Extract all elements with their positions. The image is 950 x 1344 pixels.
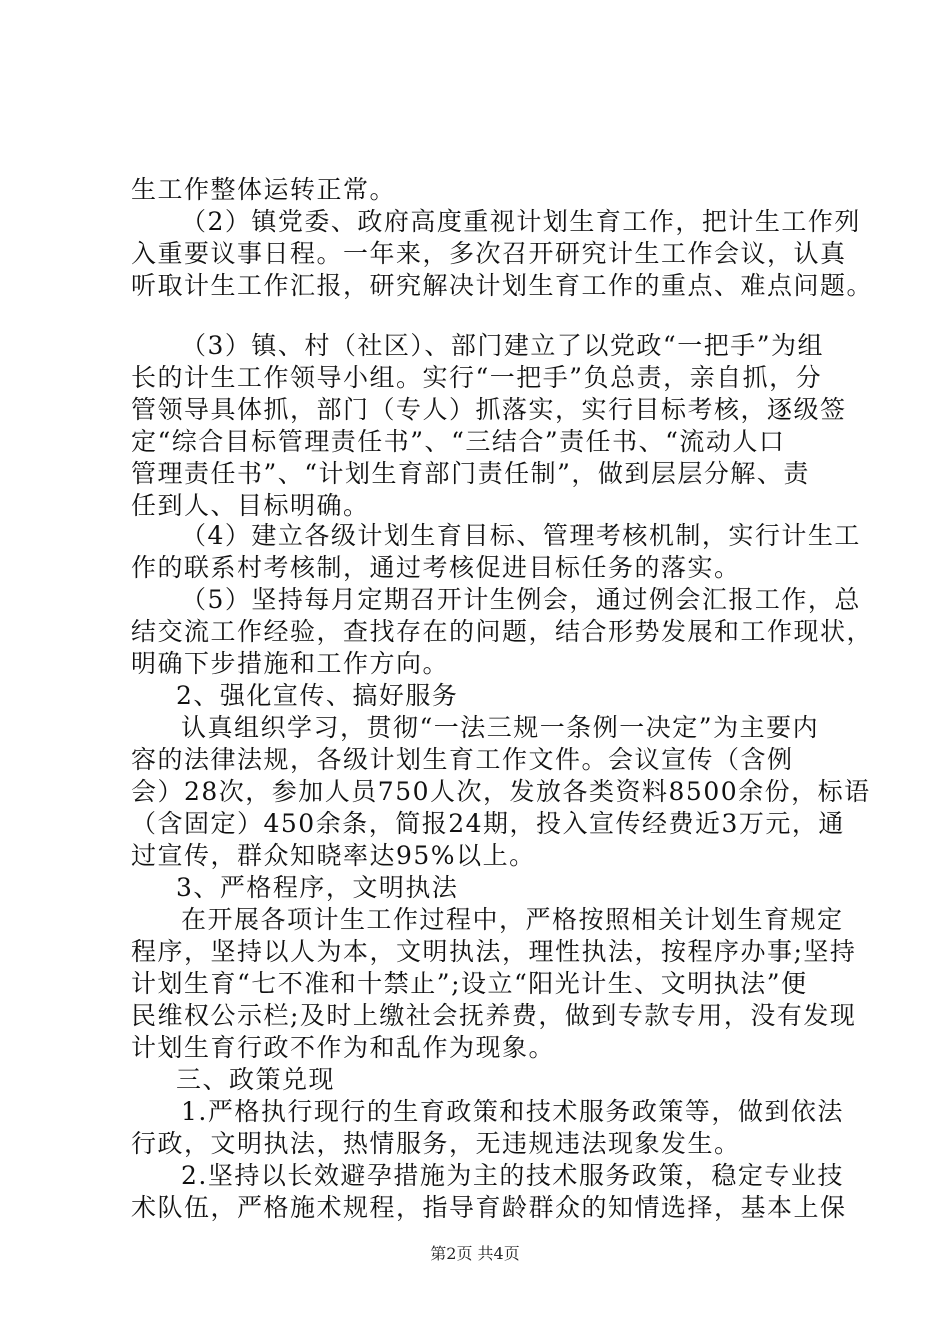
text-line: 1.严格执行现行的生育政策和技术服务政策等，做到依法 [181, 1097, 844, 1126]
text-line: 计划生育行政不作为和乱作为现象。 [131, 1033, 556, 1062]
text-line: 作的联系村考核制，通过考核促进目标任务的落实。 [131, 553, 741, 582]
text-line: 容的法律法规，各级计划生育工作文件。会议宣传（含例 [131, 745, 794, 774]
text-line: 管理责任书”、“计划生育部门责任制”，做到层层分解、责 [131, 459, 810, 488]
text-line: （5）坚持每月定期召开计生例会，通过例会汇报工作，总 [181, 585, 861, 614]
text-line: 2.坚持以长效避孕措施为主的技术服务政策，稳定专业技 [181, 1161, 844, 1190]
text-line: （2）镇党委、政府高度重视计划生育工作，把计生工作列 [181, 207, 861, 236]
section-heading: 3、严格程序，文明执法 [176, 873, 459, 902]
text-line: 会）28次，参加人员750人次，发放各类资料8500余份，标语 [131, 777, 871, 806]
text-line: 计划生育“七不准和十禁止”;设立“阳光计生、文明执法”便 [131, 969, 808, 998]
page-number-footer: 第2页 共4页 [430, 1244, 520, 1263]
text-line: 认真组织学习，贯彻“一法三规一条例一决定”为主要内 [181, 713, 820, 742]
text-line: 结交流工作经验，查找存在的问题，结合形势发展和工作现状， [131, 617, 874, 646]
text-line: （4）建立各级计划生育目标、管理考核机制，实行计生工 [181, 521, 861, 550]
text-line: （3）镇、村（社区）、部门建立了以党政“一把手”为组 [181, 331, 824, 360]
text-line: 术队伍，严格施术规程，指导育龄群众的知情选择，基本上保 [131, 1193, 847, 1222]
text-line: 定“综合目标管理责任书”、“三结合”责任书、“流动人口 [131, 427, 786, 456]
text-line: 长的计生工作领导小组。实行“一把手”负总责，亲自抓，分 [131, 363, 823, 392]
text-line: 听取计生工作汇报，研究解决计划生育工作的重点、难点问题。 [131, 271, 874, 300]
text-line: 明确下步措施和工作方向。 [131, 649, 450, 678]
section-heading: 2、强化宣传、搞好服务 [176, 681, 459, 710]
text-line: 在开展各项计生工作过程中，严格按照相关计划生育规定 [181, 905, 844, 934]
text-line: 任到人、目标明确。 [131, 491, 370, 520]
text-line: 生工作整体运转正常。 [131, 175, 397, 204]
text-line: （含固定）450余条，简报24期，投入宣传经费近3万元，通 [131, 809, 845, 838]
text-line: 管领导具体抓，部门（专人）抓落实，实行目标考核，逐级签 [131, 395, 847, 424]
text-line: 过宣传，群众知晓率达95%以上。 [131, 841, 536, 870]
text-line: 民维权公示栏;及时上缴社会抚养费，做到专款专用，没有发现 [131, 1001, 857, 1030]
section-heading: 三、政策兑现 [176, 1065, 336, 1094]
text-line: 程序，坚持以人为本，文明执法，理性执法，按程序办事;坚持 [131, 937, 857, 966]
text-line: 行政，文明执法，热情服务，无违规违法现象发生。 [131, 1129, 741, 1158]
text-line: 入重要议事日程。一年来，多次召开研究计生工作会议，认真 [131, 239, 847, 268]
